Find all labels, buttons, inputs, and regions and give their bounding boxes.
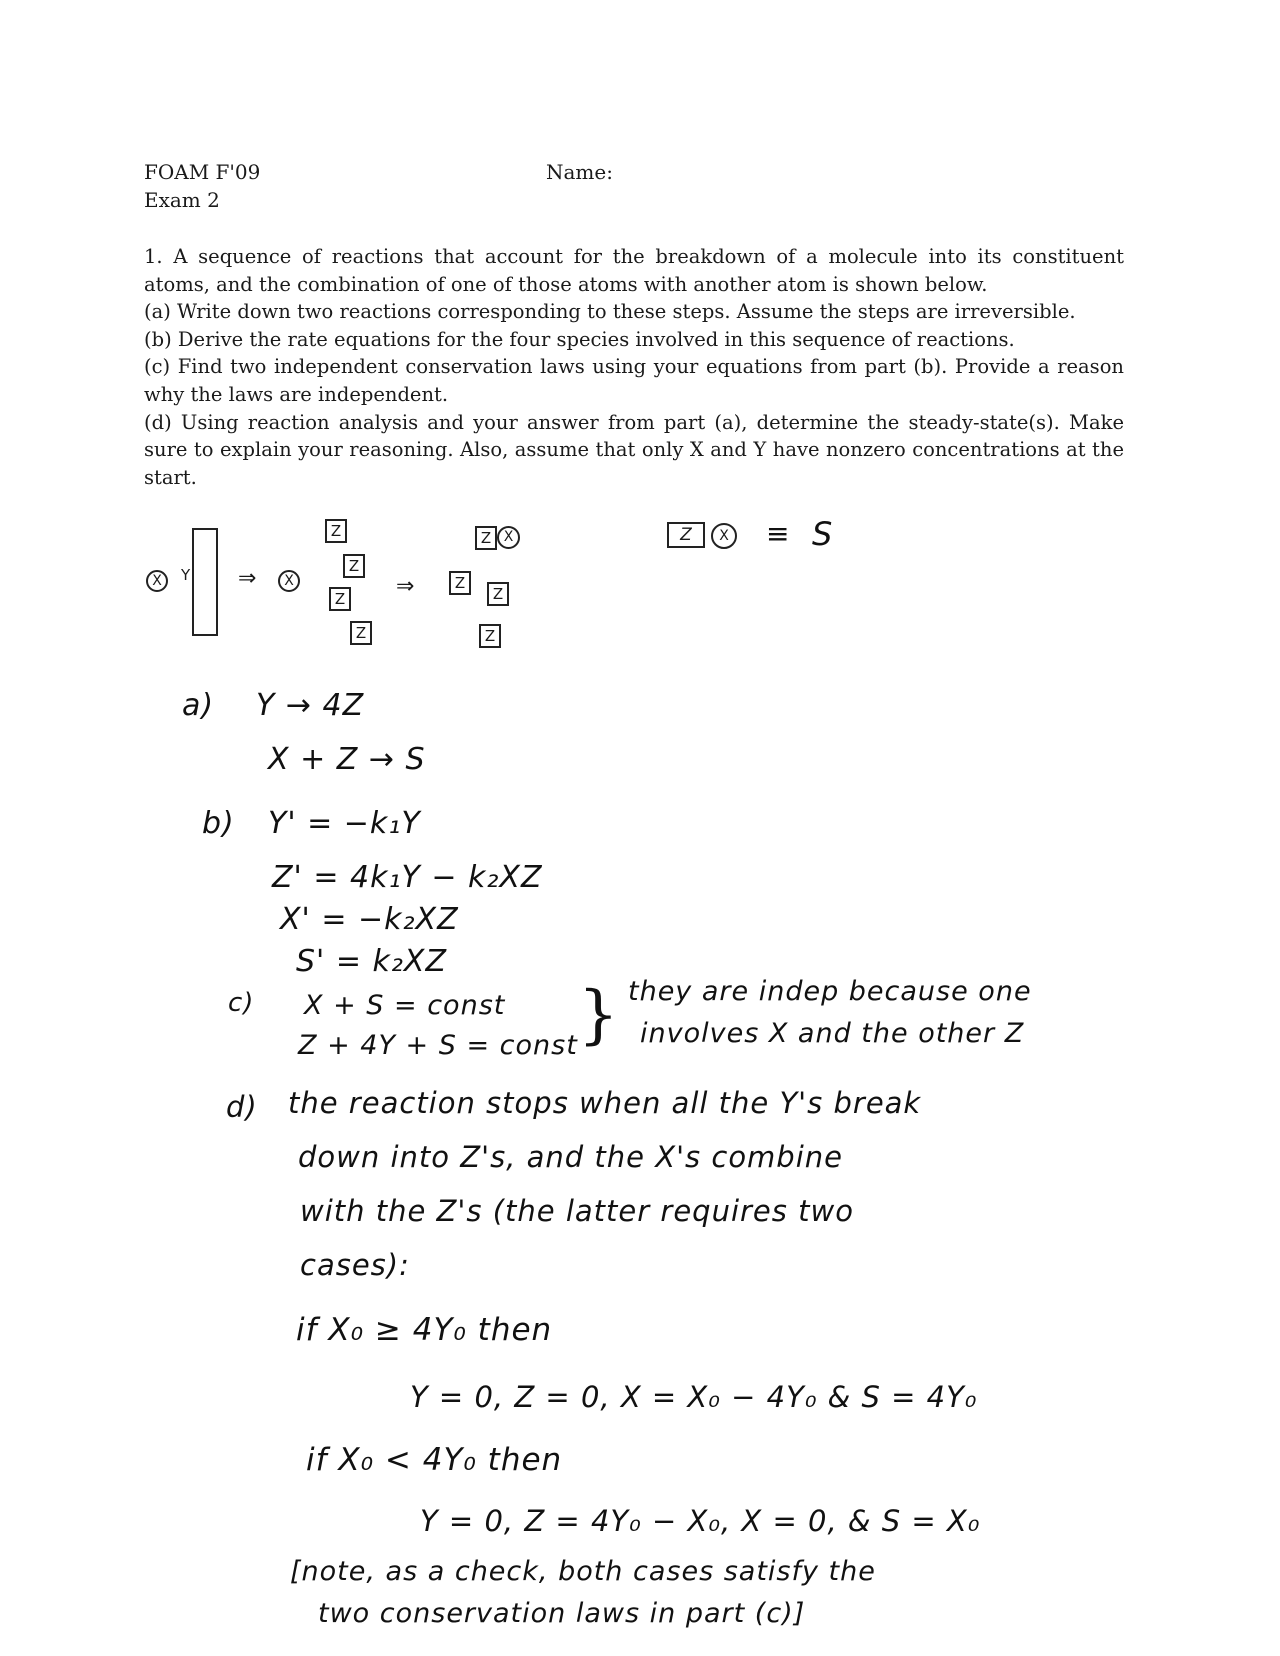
atom-z: Z [449, 571, 471, 595]
answer-note-line2: two conservation laws in part (c)] [318, 1598, 806, 1629]
atom-x-2: X [278, 570, 300, 592]
atom-z: Z [475, 526, 497, 550]
answer-d-line1: the reaction stops when all the Y's break [288, 1086, 922, 1120]
exam-title: Exam 2 [144, 188, 220, 212]
answer-b-line4: S' = k₂XZ [296, 944, 448, 979]
course-title: FOAM F'09 [144, 160, 261, 184]
atom-z: Z [325, 519, 347, 543]
answer-b-line3: X' = −k₂XZ [280, 902, 459, 937]
atom-z: Z [329, 587, 351, 611]
answer-d-case1-result: Y = 0, Z = 0, X = X₀ − 4Y₀ & S = 4Y₀ [410, 1380, 978, 1414]
answer-b-line1: Y' = −k₁Y [268, 806, 421, 841]
legend-s: S [812, 515, 834, 553]
arrow-1: ⇒ [238, 566, 257, 591]
answer-a-line2: X + Z → S [268, 742, 426, 777]
arrow-2: ⇒ [396, 574, 415, 599]
problem-part-c: (c) Find two independent conservation laws using your equations from part (b). Provide a reason why the laws are independent. [144, 355, 1124, 406]
answer-d-line4: cases): [300, 1248, 410, 1282]
legend-equiv: ≡ [766, 517, 791, 550]
molecule-y-label: Y [181, 566, 191, 584]
atom-z: Z [487, 582, 509, 606]
answer-c-reason2: involves X and the other Z [640, 1018, 1025, 1049]
legend-x: X [711, 523, 737, 549]
answer-c-line2: Z + 4Y + S = const [298, 1030, 578, 1061]
answer-d-case2-result: Y = 0, Z = 4Y₀ − X₀, X = 0, & S = X₀ [420, 1504, 981, 1538]
name-label: Name: [546, 160, 613, 184]
legend-z: Z [667, 522, 705, 548]
atom-z: Z [479, 624, 501, 648]
answer-a-label: a) [182, 688, 215, 723]
atom-x-1: X [146, 570, 168, 592]
problem-part-b: (b) Derive the rate equations for the four species involved in this sequence of reactions. [144, 327, 1015, 351]
molecule-y [181, 528, 218, 636]
answer-note-line1: [note, as a check, both cases satisfy the [290, 1556, 876, 1587]
answer-c-label: c) [228, 988, 255, 1018]
answer-b-line2: Z' = 4k₁Y − k₂XZ [272, 860, 543, 895]
answer-a-line1: Y → 4Z [256, 688, 365, 723]
brace: } [578, 978, 619, 1052]
answer-c-line1: X + S = const [304, 990, 506, 1021]
atom-x-bonded: X [497, 526, 520, 549]
problem-part-a: (a) Write down two reactions corresponding to these steps. Assume the steps are irreversible. [144, 300, 1076, 324]
atom-z: Z [343, 554, 365, 578]
answer-d-case1: if X₀ ≥ 4Y₀ then [296, 1312, 553, 1348]
answer-d-line3: with the Z's (the latter requires two [300, 1194, 854, 1228]
answer-d-line2: down into Z's, and the X's combine [298, 1140, 843, 1174]
answer-d-label: d) [226, 1090, 258, 1124]
problem-statement [144, 243, 1124, 491]
problem-intro: 1. A sequence of reactions that account for the breakdown of a molecule into its constituent atoms, and the combination of one of those atoms with another atom is shown below. [144, 245, 1124, 296]
answer-c-reason1: they are indep because one [628, 976, 1032, 1007]
answer-d-case2: if X₀ < 4Y₀ then [306, 1442, 563, 1478]
problem-part-d: (d) Using reaction analysis and your answer from part (a), determine the steady-state(s). Make sure to explain your reasoning. Also, assume that only X and Y have nonzero concentrations at the start. [144, 410, 1124, 489]
atom-z: Z [350, 621, 372, 645]
answer-b-label: b) [202, 806, 235, 841]
